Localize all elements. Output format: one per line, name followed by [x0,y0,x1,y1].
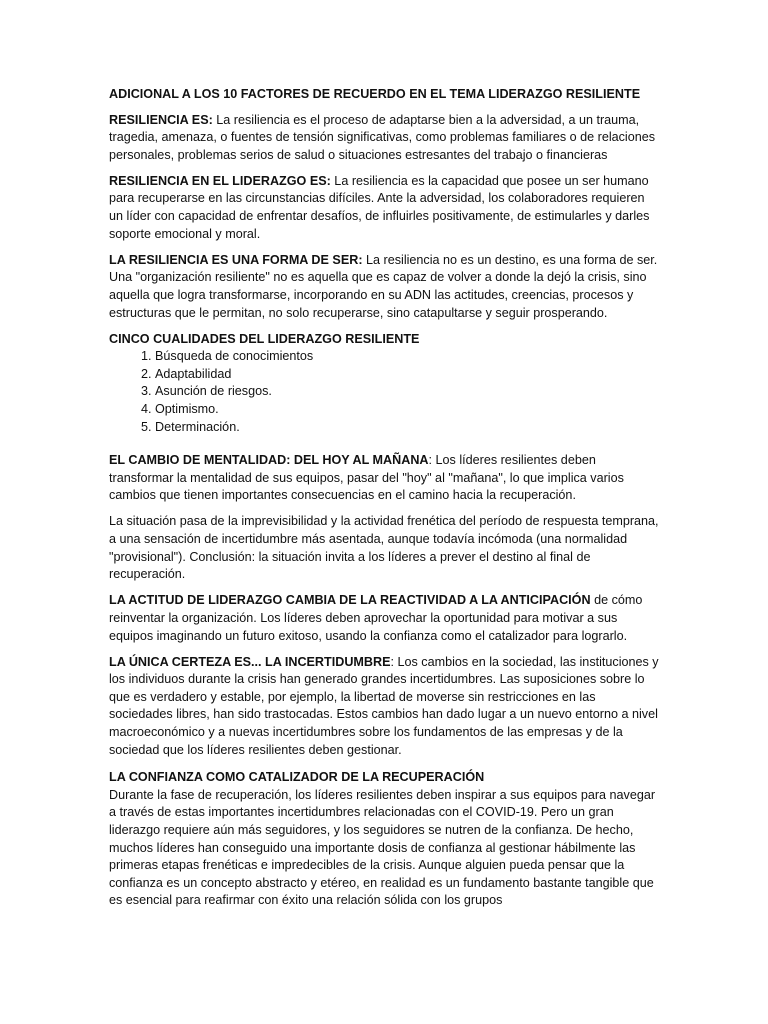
paragraph-text: : Los cambios en la sociedad, las instituciones y los individuos durante la crisis han generado grandes incertidumbres. Las suposiciones sobre lo que es verdadero y estable, por ejemplo, la libertad de moverse sin restricciones en las sociedades libres, han sido trastocadas. Estos cambios han dado lugar a un nuevo entorno a nivel macroeconómico y a nuevas incertidumbres sobre los fundamentos de las empresas y de la sociedad que los líderes resilientes deben gestionar. [109,654,659,757]
document-title: ADICIONAL A LOS 10 FACTORES DE RECUERDO EN EL TEMA LIDERAZGO RESILIENTE [109,87,641,101]
paragraph-text: de cómo reinventar la organización. Los líderes deben aprovechar la oportunidad para motivar a sus equipos imaginando un futuro exitoso, usando la confianza como el catalizador para lograrlo. [109,593,643,643]
paragraph-forma-de-ser [109,252,661,322]
list-item: 4. Optimismo. [155,401,661,419]
paragraph-resiliencia-liderazgo [109,173,661,243]
paragraph-lead: RESILIENCIA EN EL LIDERAZGO ES: [109,173,331,188]
list-item: 5. Determinación. [155,419,661,437]
section-title: LA CONFIANZA COMO CATALIZADOR DE LA RECUPERACIÓN [109,770,485,785]
paragraph-actitud-liderazgo [109,592,661,645]
list-item: 1. Búsqueda de conocimientos [155,348,661,366]
paragraph-lead: LA ÚNICA CERTEZA ES... LA INCERTIDUMBRE [109,654,391,669]
paragraph-lead: EL CAMBIO DE MENTALIDAD: DEL HOY AL MAÑANA [109,453,429,468]
paragraph-lead: LA RESILIENCIA ES UNA FORMA DE SER: [109,252,363,267]
qualities-title: CINCO CUALIDADES DEL LIDERAZGO RESILIENTE [109,331,420,346]
document-page [109,86,661,910]
section-body: Durante la fase de recuperación, los líderes resilientes deben inspirar a sus equipos para navegar a través de estas importantes incertidumbres relacionadas con el COVID-19. Pero un gran liderazgo requiere aún más seguidores, y los seguidores se nutren de la confianza. De hecho, muchos líderes han conseguido una importante dosis de confianza al gestionar hábilmente las primeras etapas frenéticas e impredecibles de la crisis. Aunque alguien pueda pensar que la confianza es un concepto abstracto y etéreo, en realidad es un fundamento bastante tangible que es esencial para reafirmar con éxito una relación sólida con los grupos [109,787,656,908]
paragraph-resiliencia-es [109,112,661,165]
paragraph-cambio-mentalidad [109,452,661,505]
paragraph-text: La resiliencia es la capacidad que posee un ser humano para recuperarse en las circunstancias difíciles. Ante la adversidad, los colaboradores requieren un líder con capacidad de enfrentar desafíos, de influirles positivamente, de estimularles y darles soporte emocional y moral. [109,173,650,241]
qualities-list [109,348,661,436]
paragraph-unica-certeza [109,654,661,760]
paragraph-text: La resiliencia es el proceso de adaptarse bien a la adversidad, a un trauma, tragedia, amenaza, o fuentes de tensión significativas, como problemas familiares o de relaciones personales, problemas serios de salud o situaciones estresantes del trabajo o financieras [109,112,656,162]
paragraph-lead: RESILIENCIA ES: [109,112,213,127]
paragraph-text: : Los líderes resilientes deben transformar la mentalidad de sus equipos, pasar del "hoy" al "mañana", lo que implica varios cambios que tienen importantes consecuencias en el camino hacia la recuperación. [109,453,624,503]
paragraph-situacion: La situación pasa de la imprevisibilidad y la actividad frenética del período de respuesta temprana, a una sensación de incertidumbre más asentada, aunque todavía incómoda (una normalidad "provisional"). Conclusión: la situación invita a los líderes a prever el destino al final de recuperación. [109,514,659,582]
list-item: 3. Asunción de riesgos. [155,383,661,401]
paragraph-lead: LA ACTITUD DE LIDERAZGO CAMBIA DE LA REACTIVIDAD A LA ANTICIPACIÓN [109,593,591,608]
list-item: 2. Adaptabilidad [155,366,661,384]
paragraph-text: La resiliencia no es un destino, es una forma de ser. Una "organización resiliente" no es aquella que es capaz de volver a donde la dejó la crisis, sino aquella que logra transformarse, incorporando en su ADN las actitudes, creencias, procesos y estructuras que le permitan, no solo recuperarse, sino catapultarse y seguir prosperando. [109,252,658,320]
